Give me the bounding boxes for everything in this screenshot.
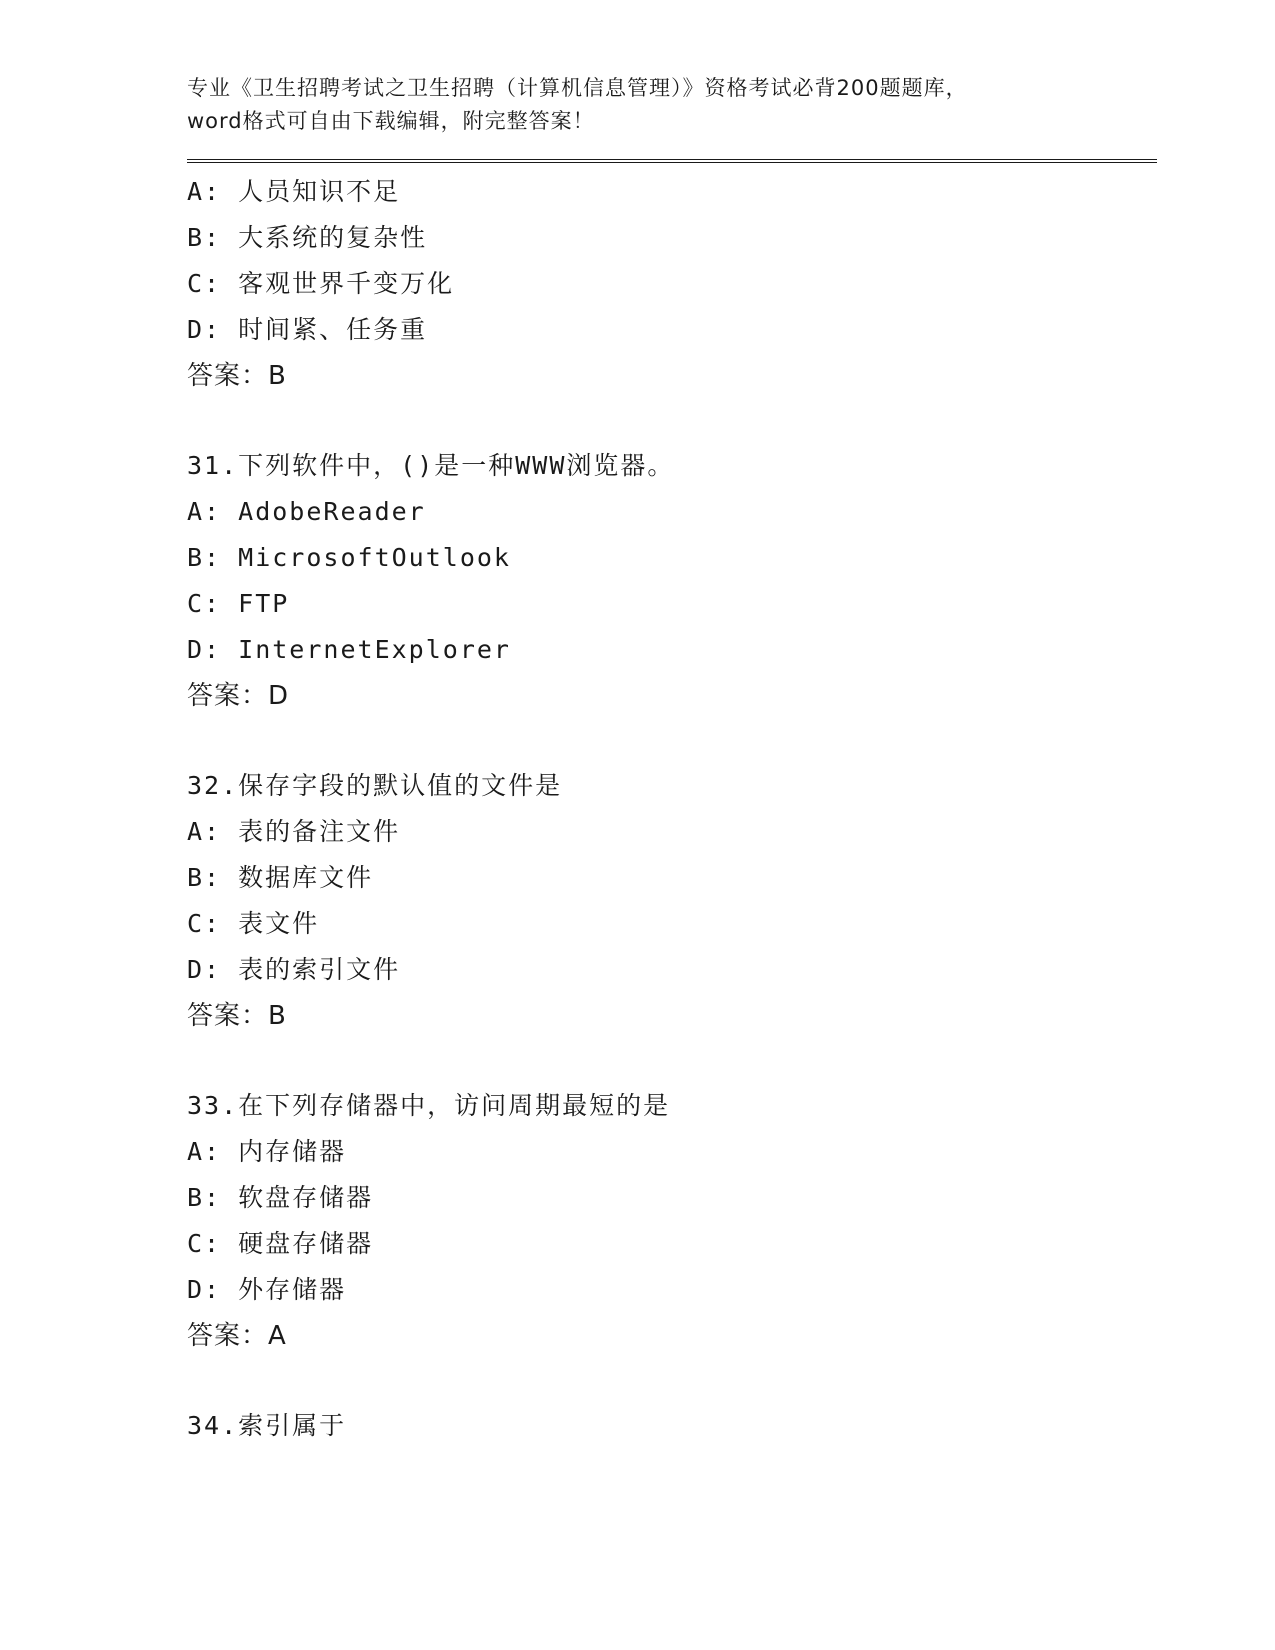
option-a: A: AdobeReader [187,497,426,526]
question-31 [187,443,1157,719]
document-header [187,72,1157,138]
option-a: A: 表的备注文件 [187,817,401,846]
question-stem: 31.下列软件中，()是一种WWW浏览器。 [187,451,675,480]
header-title-line-2: word格式可自由下载编辑，附完整答案！ [187,109,595,133]
option-d: D: 表的索引文件 [187,955,401,984]
option-b: B: 软盘存储器 [187,1183,374,1212]
option-b: B: 数据库文件 [187,863,374,892]
question-34 [187,1403,1157,1449]
option-d: D: 时间紧、任务重 [187,315,428,344]
answer-line: 答案：A [187,1321,287,1351]
answer-line: 答案：D [187,681,290,711]
option-b: B: MicrosoftOutlook [187,543,511,572]
option-c: C: 表文件 [187,909,320,938]
option-a: A: 人员知识不足 [187,177,401,206]
answer-line: 答案：B [187,1001,287,1031]
option-d: D: InternetExplorer [187,635,511,664]
question-stem: 34.索引属于 [187,1411,347,1440]
answer-line: 答案：B [187,361,287,391]
option-d: D: 外存储器 [187,1275,347,1304]
option-a: A: 内存储器 [187,1137,347,1166]
question-33 [187,1083,1157,1359]
question-32 [187,763,1157,1039]
question-stem: 33.在下列存储器中，访问周期最短的是 [187,1091,671,1120]
header-title-line-1: 专业《卫生招聘考试之卫生招聘（计算机信息管理）》资格考试必背200题题库， [187,76,968,100]
option-c: C: 客观世界千变万化 [187,269,455,298]
continued-question [187,169,1157,399]
header-divider [187,159,1157,163]
option-c: C: 硬盘存储器 [187,1229,374,1258]
option-b: B: 大系统的复杂性 [187,223,428,252]
option-c: C: FTP [187,589,290,618]
document-page [187,72,1157,1449]
question-stem: 32.保存字段的默认值的文件是 [187,771,563,800]
